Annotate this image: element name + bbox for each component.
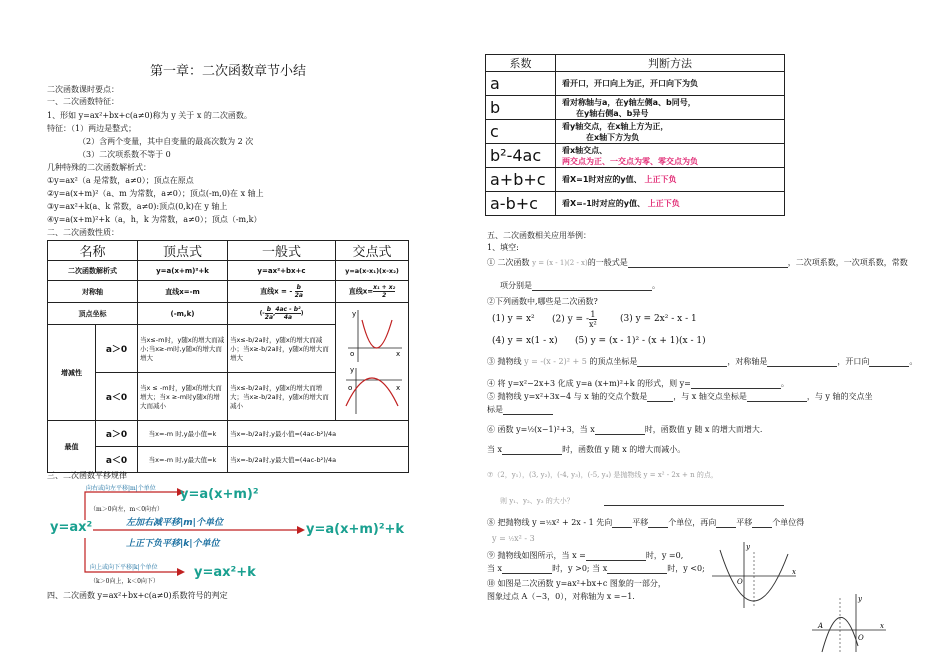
question-9: ⑨ 抛物线如图所示，当 x = 时，y =0,	[487, 551, 684, 560]
page-title: 第一章：二次函数章节小结	[150, 64, 307, 79]
axis-y-label: y	[352, 309, 357, 318]
question-6-cont: 当 x 时，函数值 y 随 x 的增大而减小。	[487, 445, 686, 454]
cell: 直线x = - $\frac{b}{2a}$	[228, 281, 336, 303]
special-forms-heading: 几种特殊的二次函数解析式：	[47, 163, 151, 172]
question-2: ②下列函数中,哪些是二次函数?	[487, 297, 598, 306]
coef-label: b	[486, 96, 556, 120]
cell: 当x=-b/2a时,y最小值=(4ac-b²)/4a	[228, 421, 409, 447]
cell: (- $\frac{b}{2a}$, $\frac{\text{4ac - b²}}{4a}$)	[228, 303, 336, 325]
question-4: ④ 将 y=x²−2x+3 化成 y=a (x+m)²+k 的形式，则 y= 。	[487, 379, 789, 388]
question-1-heading: 1、填空:	[487, 243, 519, 252]
question-2-item-5: (5) y = (x - 1)² - (x + 1)(x - 1)	[575, 336, 706, 346]
point-a-label: A	[818, 622, 824, 630]
a-negative-label: a＜0	[96, 447, 138, 473]
section-1-heading: 一、二次函数特征：	[47, 97, 119, 106]
definition-line: 1、形如 y=ax²+bx+c(a≠0)称为 y 关于 x 的二次函数。	[47, 111, 252, 120]
parabola-graphs	[338, 306, 406, 416]
cell: y=ax²+bx+c	[228, 261, 336, 281]
row-label: 增减性	[48, 325, 96, 421]
origin-label: o	[350, 349, 355, 358]
question-10: ⑩ 如图是二次函数 y=ax²+bx+c 图象的一部分，	[487, 579, 666, 588]
question-7: ⑦（2，y₁），(3, y₂)，(-4, y₃)，(-5, y₄) 是抛物线 y = x² - 2x + n 的点，	[487, 471, 718, 479]
graph-cell	[336, 303, 409, 421]
question-2-item-4: (4) y = x(1 - x)	[492, 336, 558, 346]
section-3-heading: 三、二次函数平移规律	[47, 471, 127, 480]
table-header: 系数	[486, 55, 556, 72]
question-2-item-1: (1) y = x²	[492, 314, 535, 324]
row-label: 二次函数解析式	[48, 261, 138, 281]
coef-rule: 看对称轴与a，在y轴左侧a、b同号， 在y轴右侧a、b异号	[556, 96, 785, 120]
question-7-cont: 则 y₁、y₂、y₃ 的大小？	[500, 496, 784, 506]
coef-label: b²-4ac	[486, 144, 556, 168]
question-9-cont: 当 x 时，y >0; 当 x 时，y <0;	[487, 564, 705, 573]
section-5-heading: 五、二次函数相关应用举例：	[487, 231, 591, 240]
table-header: 名称	[48, 241, 138, 261]
a-positive-label: a＞0	[96, 325, 138, 373]
special-form-3: ③y=ax²+k(a、k 常数，a≠0):顶点(0,k)在 y 轴上	[47, 202, 228, 211]
cell: 直线x= $\frac{\text{x₁ + x₂}}{2}$	[336, 281, 409, 303]
shift-mid-1: 左加右减平移|m|个单位	[126, 518, 223, 528]
question-10-cont: 图象过点 A（−3，0），对称轴为 x =−1.	[487, 592, 635, 601]
coef-label: a	[486, 72, 556, 96]
cell: 当x=-b/2a时,y最大值=(4ac-b²)/4a	[228, 447, 409, 473]
origin-label: O	[858, 634, 864, 642]
upward-parabola	[362, 320, 392, 348]
coefficient-sign-table	[485, 54, 785, 216]
coef-rule: 看y轴交点，在x轴上方为正， 在x轴下方为负	[556, 120, 785, 144]
question-9-graph	[710, 540, 800, 610]
shift-bottom-result: y=ax²+k	[194, 565, 256, 580]
axis-x-label: x	[396, 383, 401, 392]
cell: 当x=-m 时,y最小值=k	[138, 421, 228, 447]
section-2-heading: 二、二次函数性质：	[47, 228, 119, 237]
axis-y-label: y	[858, 595, 862, 603]
question-5-cont: 标是	[487, 404, 553, 415]
cell: 直线x=-m	[138, 281, 228, 303]
section-4-heading: 四、二次函数 y=ax²+bx+c(a≠0)系数符号的判定	[47, 591, 228, 600]
cell: 当x ≤ -m时，y随x的增大而增大；当x ≥-m时y随x的增大而减小	[138, 373, 228, 421]
coef-label: a+b+c	[486, 168, 556, 192]
summary-heading: 二次函数课时要点：	[47, 85, 119, 94]
coef-rule: 看开口，开口向上为正，开口向下为负	[556, 72, 785, 96]
question-2-item-3: (3) y = 2x² - x - 1	[620, 314, 697, 324]
question-1a-cont: 项分别是 。	[500, 281, 660, 290]
question-6: ⑥ 函数 y=½(x−1)²+3，当 x 时，函数值 y 随 x 的增大而增大.	[487, 425, 763, 434]
feature-1: 特征：（1）两边是整式；	[47, 124, 137, 133]
origin-label: O	[737, 578, 743, 586]
table-header: 交点式	[336, 241, 409, 261]
table-header: 判断方法	[556, 55, 785, 72]
shift-top-note: 向右或向左平移|m|个单位	[86, 485, 156, 492]
question-8-cont: y = ½x² - 3	[492, 534, 535, 543]
coef-rule: 看x轴交点、 两交点为正、一交点为零、零交点为负	[556, 144, 785, 168]
special-form-2: ②y=a(x+m)²（a、m 为常数，a≠0）；顶点(-m,0)在 x 轴上	[47, 189, 264, 198]
shift-bottom-condition: （k＞0向上，k＜0向下）	[90, 578, 159, 585]
question-5: ⑤ 抛物线 y=x²+3x−4 与 x 轴的交点个数是 ，与 x 轴交点坐标是 ，与 y 轴的交点坐	[487, 392, 873, 401]
coef-label: c	[486, 120, 556, 144]
a-negative-label: a＜0	[96, 373, 138, 421]
row-label: 顶点坐标	[48, 303, 138, 325]
row-label: 最值	[48, 421, 96, 473]
cell: 当x≤-b/2a时，y随x的增大而增大；当x≥-b/2a时，y随x的增大而减小	[228, 373, 336, 421]
table-header: 一般式	[228, 241, 336, 261]
downward-parabola	[346, 378, 401, 406]
coef-rule: 看X=1时对应的y值、 上正下负	[556, 168, 785, 192]
question-1a: ① 二次函数 y = (x - 1)(2 - x)的一般式是 ，二次项系数，一次项系数，常数	[487, 258, 908, 267]
cell: 当x≤-m时，y随x的增大而减小;当x≥-m时,y随x的增大而增大	[138, 325, 228, 373]
coef-rule: 看X=-1时对应的y值、 上正下负	[556, 192, 785, 216]
feature-3: （3）二次项系数不等于 0	[78, 150, 171, 159]
row-label: 对称轴	[48, 281, 138, 303]
cell: y=a(x+m)²+k	[138, 261, 228, 281]
shift-top-result: y=a(x+m)²	[180, 487, 259, 502]
cell: y=a(x-x₁)(x-x₂)	[336, 261, 409, 281]
feature-2: （2）含两个变量，其中自变量的最高次数为 2 次	[78, 137, 254, 146]
question-10-graph	[810, 592, 890, 654]
coef-label: a-b+c	[486, 192, 556, 216]
cell: 当x≤-b/2a时，y随x的增大而减小；当x≥-b/2a时，y随x的增大而增大	[228, 325, 336, 373]
shift-base: y=ax²	[50, 520, 93, 535]
question-8: ⑧ 把抛物线 y =½x² + 2x - 1 先向 平移 个单位，再向 平移 个单位得	[487, 518, 805, 527]
properties-table	[47, 240, 409, 473]
axis-y-label: y	[746, 543, 750, 551]
origin-label: o	[348, 383, 353, 392]
shift-mid-2: 上正下负平移|k|个单位	[126, 539, 220, 549]
shift-top-condition: （m＞0向左，m＜0向右）	[90, 506, 164, 513]
table-header: 顶点式	[138, 241, 228, 261]
shift-bottom-note: 向上或向下平移|k|个单位	[90, 564, 158, 571]
a-positive-label: a＞0	[96, 421, 138, 447]
shift-mid-result: y=a(x+m)²+k	[306, 522, 405, 537]
axis-x-label: x	[792, 568, 796, 576]
axis-x-label: x	[396, 349, 401, 358]
axis-y-label: y	[350, 365, 355, 374]
question-2-item-2: (2) y = - $\frac{1}{\text{x²}}$	[552, 310, 597, 329]
cell: (-m,k)	[138, 303, 228, 325]
cell: 当x=-m 时,y最大值=k	[138, 447, 228, 473]
question-3: ③ 抛物线 y = -(x - 2)² + 5 的顶点坐标是 ，对称轴是 ，开口向 。	[487, 357, 918, 366]
special-form-1: ①y=ax²（a 是常数，a≠0）；顶点在原点	[47, 176, 194, 185]
axis-x-label: x	[880, 622, 884, 630]
special-form-4: ④y=a(x+m)²+k（a，h，k 为常数，a≠0）；顶点（-m,k）	[47, 215, 262, 224]
